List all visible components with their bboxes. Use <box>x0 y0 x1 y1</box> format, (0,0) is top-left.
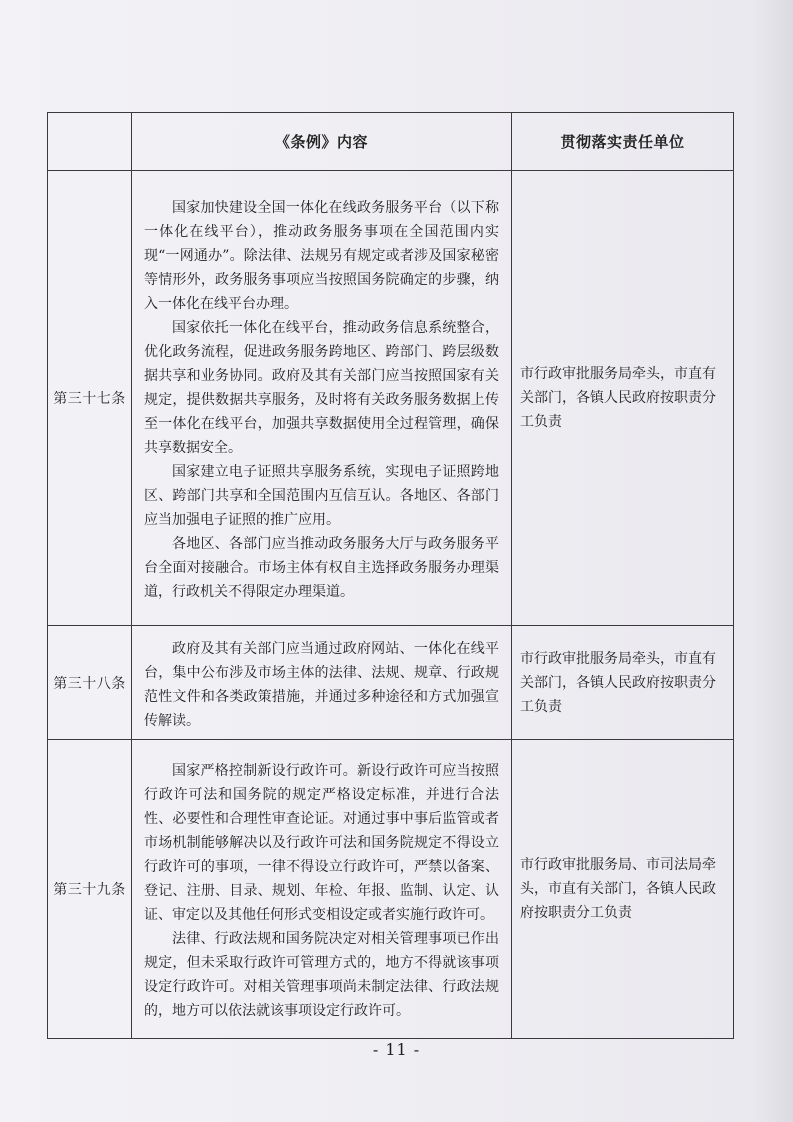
content-paragraph: 法律、行政法规和国务院决定对相关管理事项已作出规定，但未采取行政许可管理方式的，地方不得就该事项设定行政许可。对相关管理事项尚未制定法律、行政法规的，地方可以依法就该事项设定行政许可。 <box>144 931 499 1019</box>
regulation-table <box>47 112 734 1039</box>
table-row <box>48 171 734 626</box>
page-edge-shadow <box>753 0 793 1122</box>
article-content <box>132 171 512 626</box>
page-number: - 11 - <box>372 1040 421 1059</box>
article-number: 第三十九条 <box>48 740 132 1039</box>
responsible-unit: 市行政审批服务局牵头，市直有关部门，各镇人民政府按职责分工负责 <box>512 171 734 626</box>
article-number: 第三十七条 <box>48 171 132 626</box>
responsible-unit: 市行政审批服务局、市司法局牵头，市直有关部门，各镇人民政府按职责分工负责 <box>512 740 734 1039</box>
content-paragraph: 国家建立电子证照共享服务系统，实现电子证照跨地区、跨部门共享和全国范围内互信互认。各地区、各部门应当加强电子证照的推广应用。 <box>144 464 499 528</box>
content-paragraph: 国家严格控制新设行政许可。新设行政许可应当按照行政许可法和国务院的规定严格设定标准，并进行合法性、必要性和合理性审查论证。对通过事中事后监管或者市场机制能够解决以及行政许可法和国务院规定不得设立行政许可的事项，一律不得设立行政许可，严禁以备案、登记、注册、目录、规划、年检、年报、监制、认定、认证、审定以及其他任何形式变相设定或者实施行政许可。 <box>144 763 499 923</box>
article-content <box>132 626 512 740</box>
responsible-unit: 市行政审批服务局牵头，市直有关部门，各镇人民政府按职责分工负责 <box>512 626 734 740</box>
article-number: 第三十八条 <box>48 626 132 740</box>
header-content: 《条例》内容 <box>132 113 512 171</box>
header-article <box>48 113 132 171</box>
table-header-row <box>48 113 734 171</box>
header-responsible: 贯彻落实责任单位 <box>512 113 734 171</box>
table-row <box>48 740 734 1039</box>
article-content <box>132 740 512 1039</box>
content-paragraph: 国家加快建设全国一体化在线政务服务平台（以下称一体化在线平台），推动政务服务事项在全国范围内实现“一网通办”。除法律、法规另有规定或者涉及国家秘密等情形外，政务服务事项应当按照国务院确定的步骤，纳入一体化在线平台办理。 <box>144 200 499 312</box>
content-paragraph: 国家依托一体化在线平台，推动政务信息系统整合，优化政务流程，促进政务服务跨地区、跨部门、跨层级数据共享和业务协同。政府及其有关部门应当按照国家有关规定，提供数据共享服务，及时将有关政务服务数据上传至一体化在线平台，加强共享数据使用全过程管理，确保共享数据安全。 <box>144 320 499 456</box>
table-row <box>48 626 734 740</box>
content-paragraph: 政府及其有关部门应当通过政府网站、一体化在线平台，集中公布涉及市场主体的法律、法规、规章、行政规范性文件和各类政策措施，并通过多种途径和方式加强宣传解读。 <box>144 640 499 729</box>
content-paragraph: 各地区、各部门应当推动政务服务大厅与政务服务平台全面对接融合。市场主体有权自主选择政务服务办理渠道，行政机关不得限定办理渠道。 <box>144 536 499 600</box>
